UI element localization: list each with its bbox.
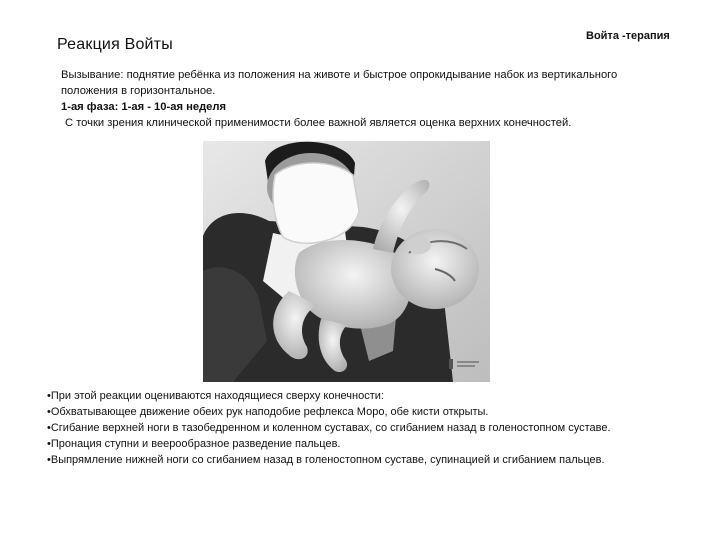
bullet-item: •Обхватывающее движение обеих рук наподобие рефлекса Моро, обе кисти открыты. (47, 406, 489, 418)
slide-title: Реакция Войты (57, 36, 173, 53)
bullet-item: •Выпрямление нижней ноги со сгибанием назад в голеностопном суставе, супинацией и сгибанием пальцев. (47, 454, 605, 466)
bullet-item: •При этой реакции оцениваются находящиеся сверху конечности: (47, 390, 384, 402)
phase-text: 1-ая фаза: 1-ая - 10-ая неделя (61, 101, 227, 113)
intro-text (61, 67, 661, 131)
bullet-item: •Пронация ступни и веерообразное разведение пальцев. (47, 438, 341, 450)
reflex-photo-illustration (203, 141, 490, 382)
bullet-list (47, 388, 644, 468)
reflex-photo (203, 141, 490, 382)
header-label: Войта -терапия (586, 30, 670, 42)
bullet-item: •Сгибание верхней ноги в тазобедренном и коленном суставах, со сгибанием назад в голеностопном суставе. (47, 422, 611, 434)
definition-text: Вызывание: поднятие ребёнка из положения на животе и быстрое опрокидывание набок из вертикального положения в горизонтальное. (61, 69, 618, 97)
note-text: С точки зрения клинической применимости более важной является оценка верхних конечностей. (65, 117, 572, 129)
